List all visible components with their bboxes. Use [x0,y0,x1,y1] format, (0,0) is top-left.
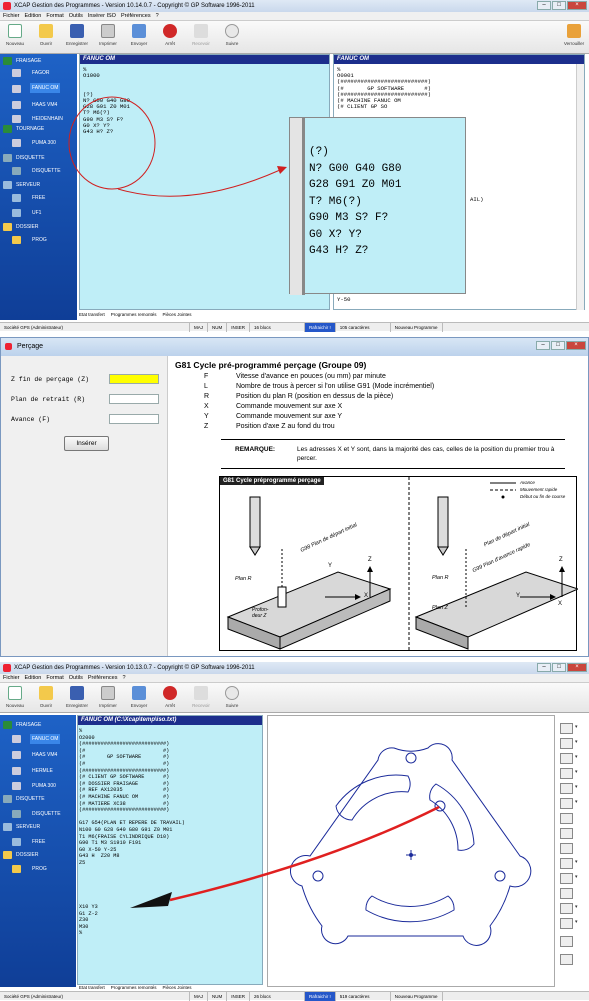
follow-button[interactable]: Suivre [221,21,243,46]
sidebar-dossier[interactable]: DOSSIER [16,852,39,858]
status-user: Société GPS (Administrateur) [0,992,190,1001]
insert-button[interactable]: Insérer [64,436,109,451]
z-fin-input[interactable] [109,374,159,384]
sidebar-serveur[interactable]: SERVEUR [16,182,41,188]
sidebar-item-heidenhain[interactable]: HEIDENHAIN [32,116,63,122]
label-plan-r-right: Plan R [432,575,449,581]
status-num: NUM [208,323,227,332]
maximize-button[interactable]: □ [552,1,566,10]
sidebar-disquette[interactable]: DISQUETTE [16,155,45,161]
new-button[interactable]: Nouveau [4,21,26,46]
param-row: X Commande mouvement sur axe X [204,403,343,410]
window-title: XCAP Gestion des Programmes - Version 10.14.0.7 - Copyright © GP Software 1996-2011 [14,3,255,9]
close-button[interactable]: × [567,1,587,10]
diagram-title: G81 Cycle préprogrammé perçage [220,477,324,485]
avance-input[interactable] [109,414,159,424]
separator [221,468,565,469]
menu-preferences[interactable]: Préférences [120,13,151,19]
drilling-diagram [219,476,577,651]
menu-help[interactable]: ? [122,675,126,681]
app-icon [5,343,12,350]
print-button[interactable]: Imprimer [97,683,119,708]
remark-label: REMARQUE: [235,446,276,453]
chevron-down-icon: ▾ [575,859,578,865]
form-panel [1,356,168,656]
axis-x: X [364,593,369,599]
menu-edition[interactable]: Edition [24,13,42,19]
label-profondeur: Profon-deur Z [252,607,269,619]
help-panel [169,356,588,656]
sidebar-disquette[interactable]: DISQUETTE [16,796,45,802]
save-button[interactable]: Enregistrer [66,21,88,46]
menu-fichier[interactable]: Fichier [3,675,20,681]
sidebar-item-haas-vm4[interactable]: HAAS VM4 [32,752,58,758]
pane-title: FANUC OM [334,55,584,64]
menu-format[interactable]: Format [46,13,64,19]
sidebar-item-puma-300[interactable]: PUMA 300 [32,140,56,146]
status-blocks: 26 blocs [250,992,305,1001]
menu-format[interactable]: Format [46,675,64,681]
receive-button[interactable]: Recevoir [190,21,212,46]
annotation-overlay [0,662,589,1000]
sidebar-item-prog[interactable]: PROG [32,237,47,243]
chevron-down-icon: ▾ [575,724,578,730]
menu-fichier[interactable]: Fichier [3,13,20,19]
chevron-down-icon: ▾ [575,739,578,745]
separator [221,439,565,440]
refresh-button[interactable]: Rafraichir ! [305,323,336,332]
sidebar-item-hermle[interactable]: HERMLE [32,768,53,774]
help-heading: G81 Cycle pré-programmé perçage (Groupe 09) [175,360,367,370]
legend-rapid: Mouvement rapide [520,487,558,492]
sidebar-item-haas-vm4[interactable]: HAAS VM4 [32,102,58,108]
sidebar-fraisage[interactable]: FRAISAGE [16,722,42,728]
maximize-button[interactable]: □ [552,663,566,672]
chevron-down-icon: ▾ [575,784,578,790]
label-plan-r: Plan R [235,576,252,582]
zoom-fragment: AIL) [470,196,484,203]
param-row: L Nombre de trous à percer si l'on utilise G91 (Mode incrémentiel) [204,383,435,390]
status-blocks: 16 blocs [250,323,305,332]
status-new-program: Nouveau Programme [391,323,443,332]
sidebar-tournage[interactable]: TOURNAGE [16,126,45,132]
maximize-button[interactable]: □ [551,341,565,350]
send-button[interactable]: Envoyer [128,21,150,46]
open-button[interactable]: Ouvrir [35,21,57,46]
sidebar-item-free[interactable]: FREE [32,839,46,845]
chevron-down-icon: ▾ [575,904,578,910]
sidebar-dossier[interactable]: DOSSIER [16,224,39,230]
tab-pieces-jointes[interactable]: Pièces Jointes [162,985,192,990]
status-inser: INSER [227,992,250,1001]
save-button[interactable]: Enregistrer [66,683,88,708]
axis-y: Y [328,563,333,569]
remark-text: Les adresses X et Y sont, dans la majorité des cas, celles de la position du premier trou à percer. [297,446,555,462]
plan-retrait-input[interactable] [109,394,159,404]
param-row: F Vitesse d'avance en pouces (ou mm) par minute [204,373,386,380]
chevron-down-icon: ▾ [575,919,578,925]
arrow-head [130,892,172,908]
chevron-down-icon: ▾ [575,754,578,760]
label-avance: Avance (F) [11,416,51,423]
axis-x: X [558,601,563,607]
close-button[interactable]: × [566,341,586,350]
code-text-end: X10 Y3 G1 Z-2 Z30 M30 % [79,904,98,937]
bottom-tabs [79,312,192,317]
param-row: Y Commande mouvement sur axe Y [204,413,343,420]
sidebar-fraisage[interactable]: FRAISAGE [16,58,42,64]
axis-y: Y [516,593,521,599]
pane-title: FANUC OM [80,55,329,64]
status-bar [0,322,589,331]
title-bar [1,338,588,356]
window-title: Perçage [17,343,44,350]
chevron-down-icon: ▾ [575,799,578,805]
open-button[interactable]: Ouvrir [35,683,57,708]
sidebar-serveur[interactable]: SERVEUR [16,824,41,830]
status-maj: MAJ [190,323,208,332]
code-tail: Y-50 [337,296,351,303]
tab-pieces-jointes[interactable]: Pièces Jointes [162,312,192,317]
sidebar-item-fanuc-om[interactable]: FANUC OM [32,85,59,91]
print-button[interactable]: Imprimer [97,21,119,46]
legend-feed: Avance [520,480,535,485]
sidebar-item-uf1[interactable]: UF1 [32,210,42,216]
window-xcap-3 [0,662,589,1000]
sidebar-item-fanuc-om[interactable]: FANUC OM [32,736,59,742]
label-g99: G99 Plan d'avance rapide [471,541,532,575]
highlight-circle [69,97,155,189]
menu-inserer-iso[interactable]: Insérer ISO [87,13,116,19]
sidebar-item-free[interactable]: FREE [32,195,46,201]
status-user: Société GPS (Administrateur) [0,323,190,332]
tab-etat-transfert[interactable]: Etat transfert [79,312,105,317]
axis-z: Z [368,557,372,563]
window-xcap-1 [0,0,589,333]
sidebar-item-puma-300[interactable]: PUMA 300 [32,783,56,789]
label-initial-plane: Plan de départ initial [483,521,531,549]
window-percage [0,337,589,657]
status-chars: 105 caractères [336,323,391,332]
label-plan-z: Plan Z [432,605,448,611]
status-chars: 519 caractères [336,992,391,1001]
close-button[interactable]: × [567,663,587,672]
legend-start-end: Début ou fin de course [520,494,566,499]
status-new-program: Nouveau Programme [391,992,443,1001]
sidebar-item-fagor[interactable]: FAGOR [32,70,50,76]
tab-etat-transfert[interactable]: Etat transfert [79,985,105,990]
zoom-code: (?) N? G00 G40 G80 G28 G91 Z0 M01 T? M6(?) G90 M3 S? F? G0 X? Y? G43 H? Z? [309,146,402,257]
menu-edition[interactable]: Edition [24,675,42,681]
sidebar-item-disquette[interactable]: DISQUETTE [32,168,61,174]
minimize-button[interactable]: – [536,341,550,350]
param-row: Z Position d'axe Z au fond du trou [204,423,335,430]
window-title: XCAP Gestion des Programmes - Version 10.13.0.7 - Copyright © GP Software 1996-2011 [14,665,255,671]
menu-outils[interactable]: Outils [68,13,83,19]
menu-help[interactable]: ? [155,13,159,19]
arrow-line [118,170,280,196]
annotation-overlay [0,0,589,333]
status-bar [0,991,589,1000]
tab-programmes-remontes[interactable]: Programmes remontés [110,312,157,317]
label-plan-retrait: Plan de retrait (R) [11,396,86,403]
refresh-button[interactable]: Rafraichir ! [305,992,336,1001]
param-list [204,372,434,432]
axis-z: Z [559,557,563,563]
chevron-down-icon: ▾ [575,769,578,775]
minimize-button[interactable]: – [537,663,551,672]
send-button[interactable]: Envoyer [128,683,150,708]
follow-button[interactable]: Suivre [221,683,243,708]
new-button[interactable]: Nouveau [4,683,26,708]
label-z-fin: Z fin de perçage (Z) [11,376,90,383]
receive-button[interactable]: Recevoir [190,683,212,708]
bottom-tabs [79,985,192,990]
arrow-head [277,166,287,174]
code-text: % O1000 (?) N? G00 G40 G80 G28 G91 Z0 M01 T? M6(?) G90 M3 S? F? G0 X? Y? G43 H? Z? [83,66,130,136]
diagram-drawing [220,477,578,652]
sidebar-item-prog[interactable]: PROG [32,866,47,872]
label-g98: G98 Plan de départ initial [299,522,359,554]
minimize-button[interactable]: – [537,1,551,10]
status-num: NUM [208,992,227,1001]
status-inser: INSER [227,323,250,332]
sidebar-item-disquette[interactable]: DISQUETTE [32,811,61,817]
menu-preferences[interactable]: Préférences [87,675,118,681]
stop-button[interactable]: Arrêt [159,683,181,708]
chevron-down-icon: ▾ [575,874,578,880]
pane-title: FANUC OM (C:\Xcap\temp\iso.txt) [78,716,262,725]
tab-programmes-remontes[interactable]: Programmes remontés [110,985,157,990]
status-maj: MAJ [190,992,208,1001]
code-text: % O2000 (###########################) (# #) (# GP SOFTWARE #) (# #) (###########################) (# CLIENT GP SOFTWARE #) (# DOSSIER FRAISAGE #) (# REF AX12035 #) (# MACHINE FANUC OM #) (# MATIERE XC38 #) (###########################) G17 G54(PLAN ET REPERE DE TRAVAIL) N100 G0 G28 G40 G80 G91 Z0 M01 T1 M6(FRAISE CYLINDRIQUE D10) G90 T1 M3 S1910 F191 G0 X-50 Y-25 G43 H Z20 M8 Z5 [79,728,185,866]
lock-button[interactable]: Verrouiller [563,21,585,46]
menu-outils[interactable]: Outils [68,675,83,681]
code-text: % O0001 (##########################) (# GP SOFTWARE #) (##########################) (# MACHINE FANUC OM (# CLIENT GP SO [337,66,431,111]
stop-button[interactable]: Arrêt [159,21,181,46]
arrow-line [170,807,439,900]
param-row: R Position du plan R (position en dessus de la pièce) [204,393,394,400]
